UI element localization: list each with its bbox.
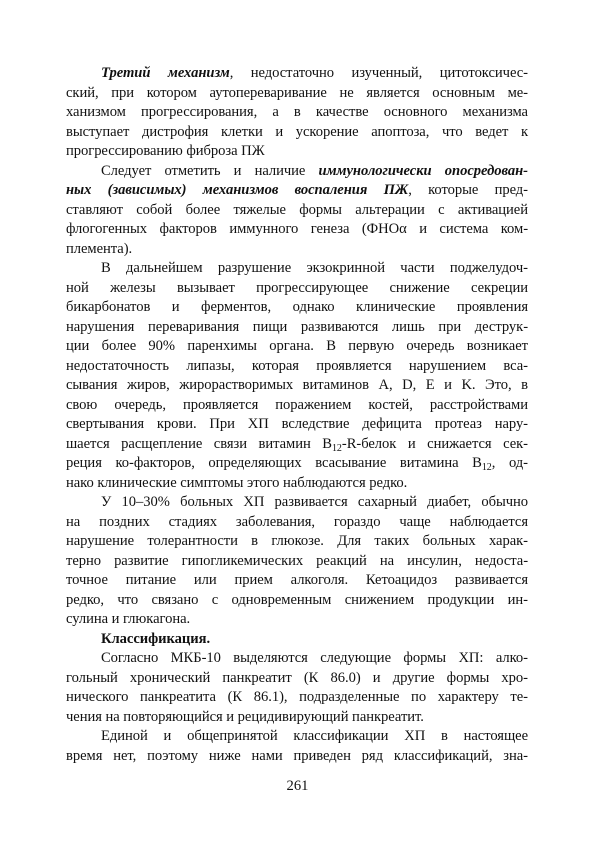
text-line xyxy=(66,415,528,435)
text-line xyxy=(66,727,528,747)
text-run: , од- xyxy=(491,455,528,471)
text-run: бикарбонатов и ферментов, однако клинические проявления xyxy=(66,299,528,315)
text-run: Согласно МКБ-10 выделяются следующие формы ХП: алко- xyxy=(101,650,528,666)
text-run: У 10–30% больных ХП развивается сахарный диабет, обычно xyxy=(101,494,528,510)
emphasized-term: иммунологически опосредован- xyxy=(318,162,528,179)
text-run: нако клинические симптомы этого наблюдаются редко. xyxy=(66,474,408,491)
emphasized-term: Третий механизм xyxy=(101,65,230,81)
text-run: ной железы вызывает прогрессирующее снижение секреции xyxy=(66,279,528,296)
text-run: недостаточность липазы, которая проявляется нарушением вса- xyxy=(66,357,528,374)
text-line xyxy=(66,610,528,630)
text-run: точное питание или прием алкоголя. Кетоацидоз развивается xyxy=(66,572,528,588)
subscript: 12 xyxy=(481,462,492,473)
text-run: сулина и глюкагона. xyxy=(66,611,191,627)
text-line xyxy=(66,103,528,123)
text-line xyxy=(66,259,528,279)
text-run: нарушения переваривания пищи развиваются лишь при деструк- xyxy=(66,318,528,335)
text-line xyxy=(66,669,528,689)
paragraph-icd10 xyxy=(66,649,528,727)
paragraph-diabetes xyxy=(66,493,528,630)
text-line xyxy=(66,493,528,513)
text-run: редко, что связано с одновременным снижением продукции ин- xyxy=(66,591,528,608)
paragraph-exocrine-destruction xyxy=(66,259,528,493)
text-run: , которые пред- xyxy=(408,182,528,198)
text-run: реция ко-факторов, определяющих всасывание витамина B xyxy=(66,455,482,471)
text-line xyxy=(66,474,528,494)
text-line xyxy=(66,396,528,416)
text-run: ский, при котором аутопереваривание не является основным ме- xyxy=(66,84,528,101)
text-line xyxy=(66,747,528,767)
text-line xyxy=(66,630,528,650)
emphasized-term: ных (зависимых) механизмов воспаления ПЖ xyxy=(66,182,409,198)
text-run: ции более 90% паренхимы органа. В первую очередь возникает xyxy=(66,338,528,354)
text-line xyxy=(66,123,528,143)
text-run: терно развитие гипогликемических реакций на инсулин, недоста- xyxy=(66,552,528,569)
text-run: шается расщепление связи витамин B xyxy=(66,435,332,452)
text-line xyxy=(66,552,528,572)
text-line xyxy=(66,376,528,396)
text-run: ханизмом прогрессирования, а в качестве основного механизма xyxy=(66,104,528,120)
text-run: -R-белок и снижается сек- xyxy=(341,435,528,452)
section-heading: Классификация. xyxy=(101,630,211,647)
text-run: сывания жиров, жирорастворимых витаминов A, D, E и K. Это, в xyxy=(66,377,528,393)
text-line xyxy=(66,337,528,357)
text-line xyxy=(66,220,528,240)
text-line xyxy=(66,240,528,260)
text-line xyxy=(66,513,528,533)
text-run: племента). xyxy=(66,240,133,257)
text-run: , недостаточно изученный, цитотоксичес- xyxy=(229,65,528,81)
text-line xyxy=(66,571,528,591)
text-line xyxy=(66,318,528,338)
text-run: на поздних стадиях заболевания, гораздо чаще наблюдается xyxy=(66,513,528,530)
heading-classification xyxy=(66,630,528,650)
page-body-text xyxy=(66,64,528,766)
text-run: В дальнейшем разрушение экзокринной части поджелудоч- xyxy=(101,260,528,276)
text-run: флогогенных факторов иммунного генеза (ФНОα и система ком- xyxy=(66,221,528,237)
text-line xyxy=(66,64,528,84)
text-run: нического панкреатита (К 86.1), подразделенные по характеру те- xyxy=(66,689,528,705)
text-run: время нет, поэтому ниже нами приведен ряд классификаций, зна- xyxy=(66,747,528,764)
text-run: прогрессированию фиброза ПЖ xyxy=(66,143,265,159)
text-run: ставляют собой более тяжелые формы альтерации с активацией xyxy=(66,201,528,218)
subscript: 12 xyxy=(331,442,342,454)
paragraph-no-classification xyxy=(66,727,528,766)
text-line xyxy=(66,298,528,318)
text-line xyxy=(66,708,528,728)
text-run: нарушение толерантности в глюкозе. Для таких больных харак- xyxy=(66,533,528,549)
text-line xyxy=(66,532,528,552)
text-run: выступает дистрофия клетки и ускорение апоптоза, что ведет к xyxy=(66,123,528,140)
text-run: свертывания крови. При ХП вследствие дефицита протеаз нару- xyxy=(66,416,528,432)
text-line xyxy=(66,591,528,611)
text-line xyxy=(66,162,528,182)
text-line xyxy=(66,357,528,377)
text-run: свою очередь, проявляется поражением костей, расстройствами xyxy=(66,396,528,413)
text-line xyxy=(66,649,528,669)
text-line xyxy=(66,201,528,221)
text-line xyxy=(66,688,528,708)
page-number: 261 xyxy=(286,778,309,794)
text-line xyxy=(66,454,528,474)
text-line xyxy=(66,279,528,299)
paragraph-third-mechanism xyxy=(66,64,528,162)
text-line xyxy=(66,84,528,104)
text-line xyxy=(66,142,528,162)
text-line xyxy=(66,435,528,455)
text-run: Единой и общепринятой классификации ХП в настоящее xyxy=(101,728,528,744)
paragraph-immune-mechanisms xyxy=(66,162,528,260)
text-run: гольный хронический панкреатит (К 86.0) и другие формы хро- xyxy=(66,669,528,686)
text-run: чения на повторяющийся и рецидивирующий панкреатит. xyxy=(66,708,424,725)
text-run: Следует отметить и наличие xyxy=(101,162,319,179)
text-line xyxy=(66,181,528,201)
